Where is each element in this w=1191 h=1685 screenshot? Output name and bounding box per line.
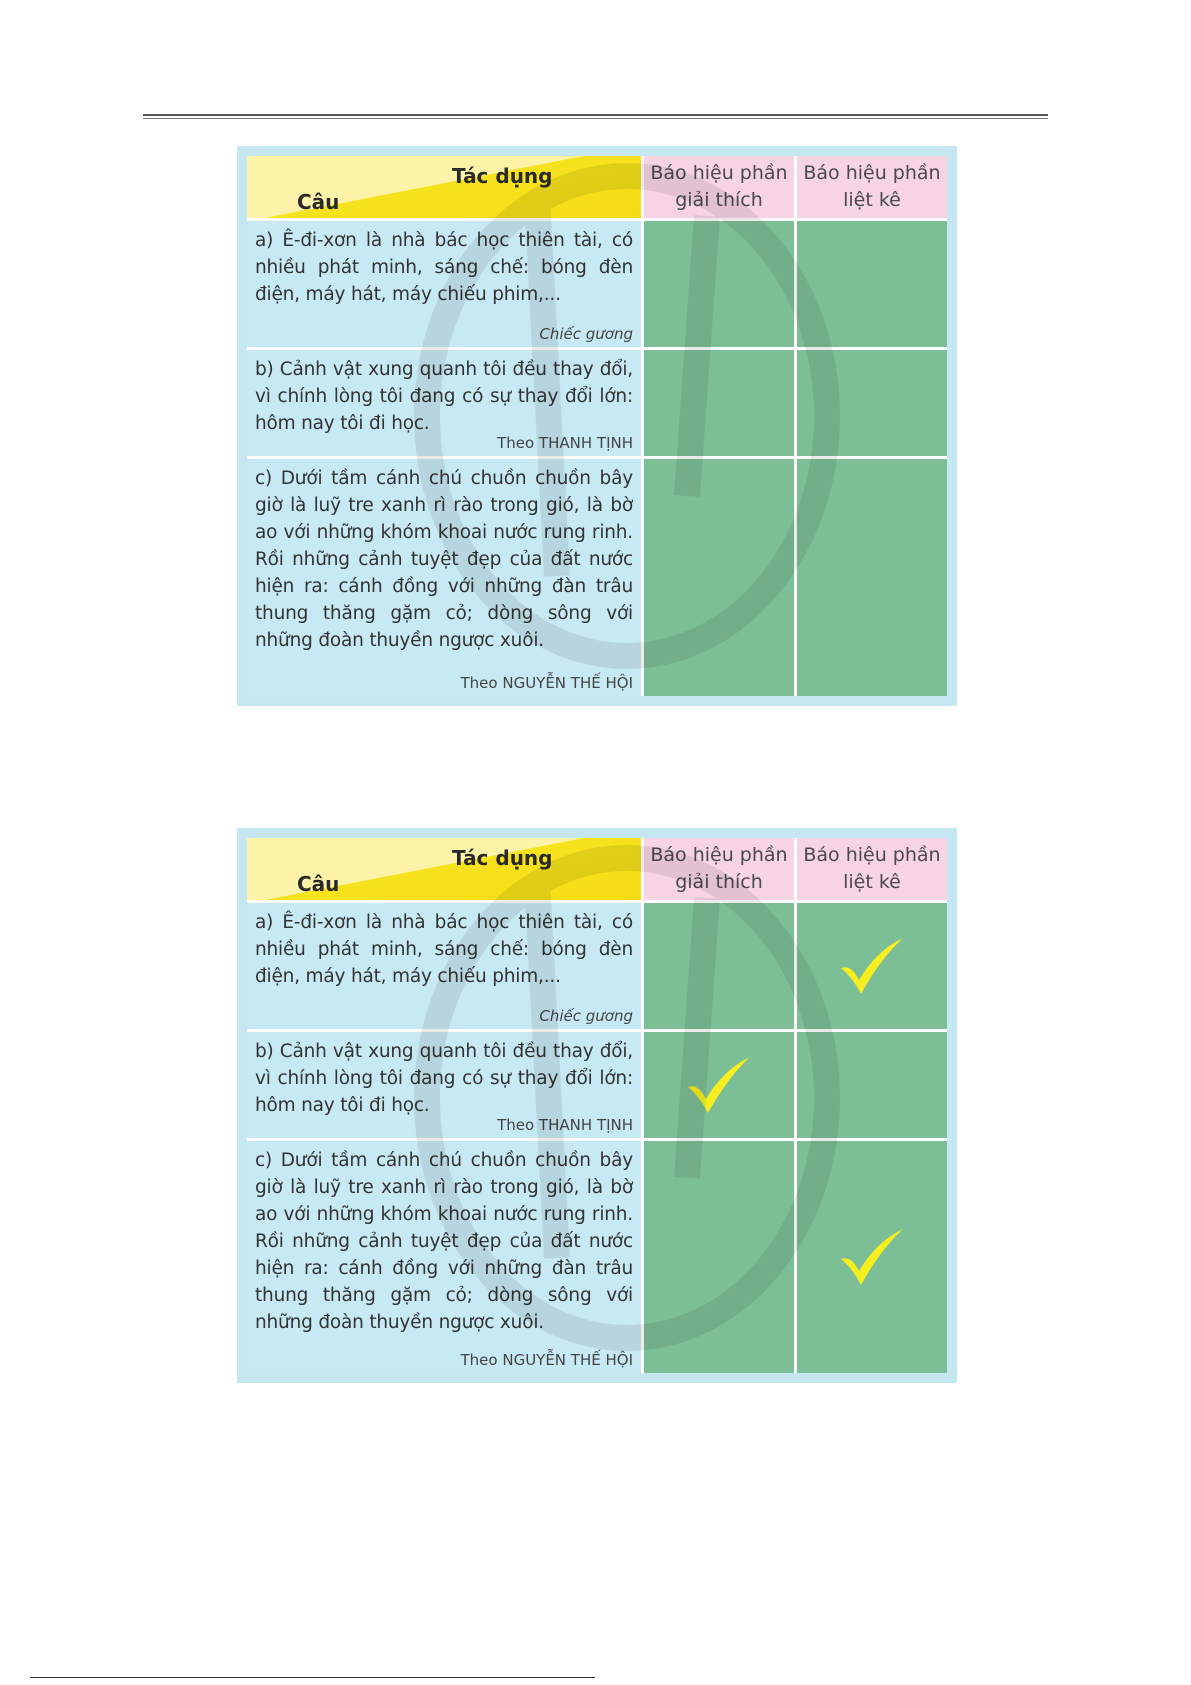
answer-cell-explain[interactable] (644, 350, 794, 456)
answer-cell-explain[interactable] (644, 459, 794, 696)
sentence-a (247, 221, 641, 347)
header-explain-label: Báo hiệu phần giải thích (644, 838, 794, 900)
header-effect-label: Tác dụng (452, 164, 553, 188)
header-effect-label: Tác dụng (452, 846, 553, 870)
answer-cell-explain[interactable] (644, 221, 794, 347)
answer-cell-list[interactable] (797, 1141, 947, 1373)
sentence-text: a) Ê-đi-xơn là nhà bác học thiên tài, có nhiều phát minh, sáng chế: bóng đèn điện, máy hát, máy chiếu phim,... (255, 912, 633, 987)
sentence-source: Chiếc gương (539, 1007, 633, 1025)
check-icon (837, 1225, 907, 1289)
sentence-source: Chiếc gương (539, 325, 633, 343)
footnote-rule (30, 1677, 595, 1678)
check-icon (837, 934, 907, 998)
header-diagonal-cell (247, 156, 641, 218)
header-diagonal-cell (247, 838, 641, 900)
answer-cell-list[interactable] (797, 1032, 947, 1138)
answer-cell-explain[interactable] (644, 1141, 794, 1373)
header-rule (143, 114, 1048, 116)
sentence-text: b) Cảnh vật xung quanh tôi đều thay đổi, vì chính lòng tôi đang có sự thay đổi lớn: hôm nay tôi đi học. (255, 359, 633, 434)
answer-cell-explain[interactable] (644, 1032, 794, 1138)
check-icon (684, 1053, 754, 1117)
sentence-c (247, 1141, 641, 1373)
answer-cell-explain[interactable] (644, 903, 794, 1029)
sentence-b (247, 1032, 641, 1138)
sentence-source: Theo THANH TỊNH (497, 434, 633, 452)
sentence-c (247, 459, 641, 696)
sentence-text: c) Dưới tầm cánh chú chuồn chuồn bây giờ là luỹ tre xanh rì rào trong gió, là bờ ao với những khóm khoai nước rung rinh. Rồi những cảnh tuyệt đẹp của đất nước hiện ra: cánh đồng với những đàn trâu thung thăng gặm cỏ; dòng sông với những đoàn thuyền ngược xuôi. (255, 468, 633, 651)
header-sentence-label: Câu (297, 872, 340, 896)
sentence-text: b) Cảnh vật xung quanh tôi đều thay đổi, vì chính lòng tôi đang có sự thay đổi lớn: hôm nay tôi đi học. (255, 1041, 633, 1116)
sentence-source: Theo NGUYỄN THẾ HỘI (460, 674, 633, 692)
sentence-text: c) Dưới tầm cánh chú chuồn chuồn bây giờ là luỹ tre xanh rì rào trong gió, là bờ ao với những khóm khoai nước rung rinh. Rồi những cảnh tuyệt đẹp của đất nước hiện ra: cánh đồng với những đàn trâu thung thăng gặm cỏ; dòng sông với những đoàn thuyền ngược xuôi. (255, 1150, 633, 1333)
sentence-a (247, 903, 641, 1029)
header-list-label: Báo hiệu phần liệt kê (797, 838, 947, 900)
answer-cell-list[interactable] (797, 221, 947, 347)
header-explain-label: Báo hiệu phần giải thích (644, 156, 794, 218)
answer-cell-list[interactable] (797, 903, 947, 1029)
answer-cell-list[interactable] (797, 459, 947, 696)
exercise-table (237, 146, 957, 706)
answer-table (237, 828, 957, 1383)
sentence-source: Theo NGUYỄN THẾ HỘI (460, 1351, 633, 1369)
header-list-label: Báo hiệu phần liệt kê (797, 156, 947, 218)
header-sentence-label: Câu (297, 190, 340, 214)
sentence-b (247, 350, 641, 456)
sentence-source: Theo THANH TỊNH (497, 1116, 633, 1134)
answer-cell-list[interactable] (797, 350, 947, 456)
sentence-text: a) Ê-đi-xơn là nhà bác học thiên tài, có nhiều phát minh, sáng chế: bóng đèn điện, máy hát, máy chiếu phim,... (255, 230, 633, 305)
